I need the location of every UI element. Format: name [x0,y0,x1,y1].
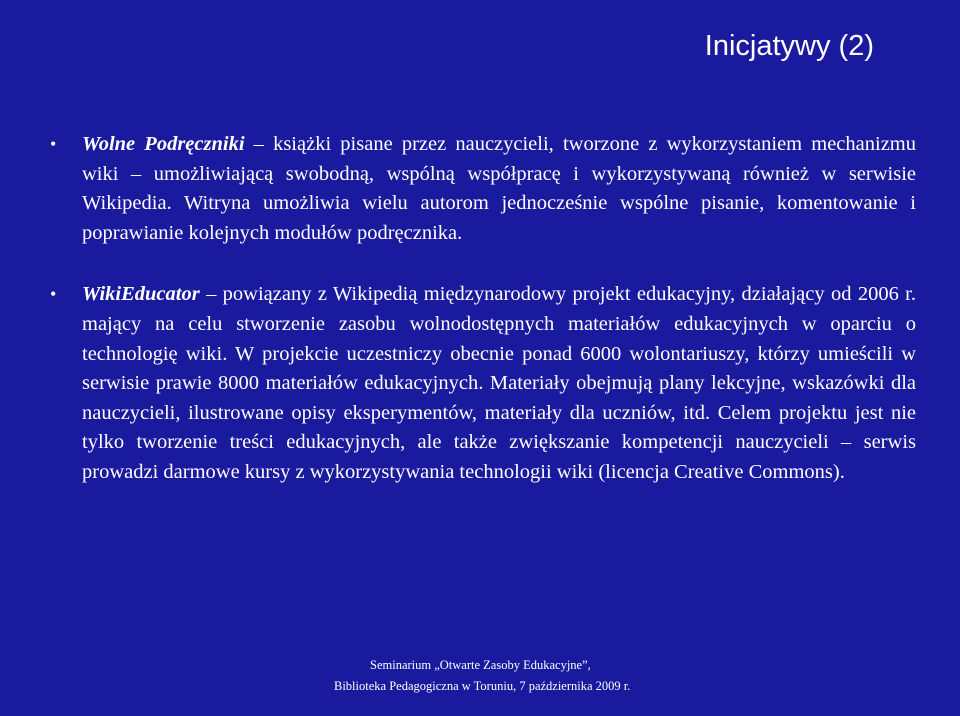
bullet-list [48,130,916,488]
bullet-item-wikieducator [48,280,916,487]
bullet-item-wolne-podreczniki [48,130,916,248]
bullet-text: – książki pisane przez nauczycieli, tworzone z wykorzystaniem mechanizmu wiki – umożliwiającą swobodną, wspólną współpracę i wykorzystywaną również w serwisie Wikipedia. Witryna umożliwia wielu autorom jednocześnie wspólne pisanie, komentowanie i poprawianie kolejnych modułów podręcznika. [82,133,916,244]
bullet-term: WikiEducator [82,283,200,306]
bullet-term: Wolne Podręczniki [82,133,245,155]
footer-line-venue: Biblioteka Pedagogiczna w Toruniu, 7 października 2009 r. [334,679,631,693]
footer-line-seminar: Seminarium „Otwarte Zasoby Edukacyjne”, [370,658,591,672]
bullet-text: – powiązany z Wikipedią międzynarodowy projekt edukacyjny, działający od 2006 r. mający na celu stworzenie zasobu wolnodostępnych materiałów edukacyjnych w oparciu o technologię wiki. W projekcie uczestniczy obecnie ponad 6000 wolontariuszy, którzy umieścili w serwisie prawie 8000 materiałów edukacyjnych. Materiały obejmują plany lekcyjne, wskazówki dla nauczycieli, ilustrowane opisy eksperymentów, materiały dla uczniów, itd. Celem projektu jest nie tylko tworzenie treści edukacyjnych, ale także zwiększanie kompetencji nauczycieli – serwis prowadzi darmowe kursy z wykorzystywania technologii wiki (licencja Creative Commons). [82,283,916,483]
bullet-icon: • [50,134,57,154]
slide-title: Inicjatywy (2) [704,30,874,62]
bullet-icon: • [50,284,57,305]
